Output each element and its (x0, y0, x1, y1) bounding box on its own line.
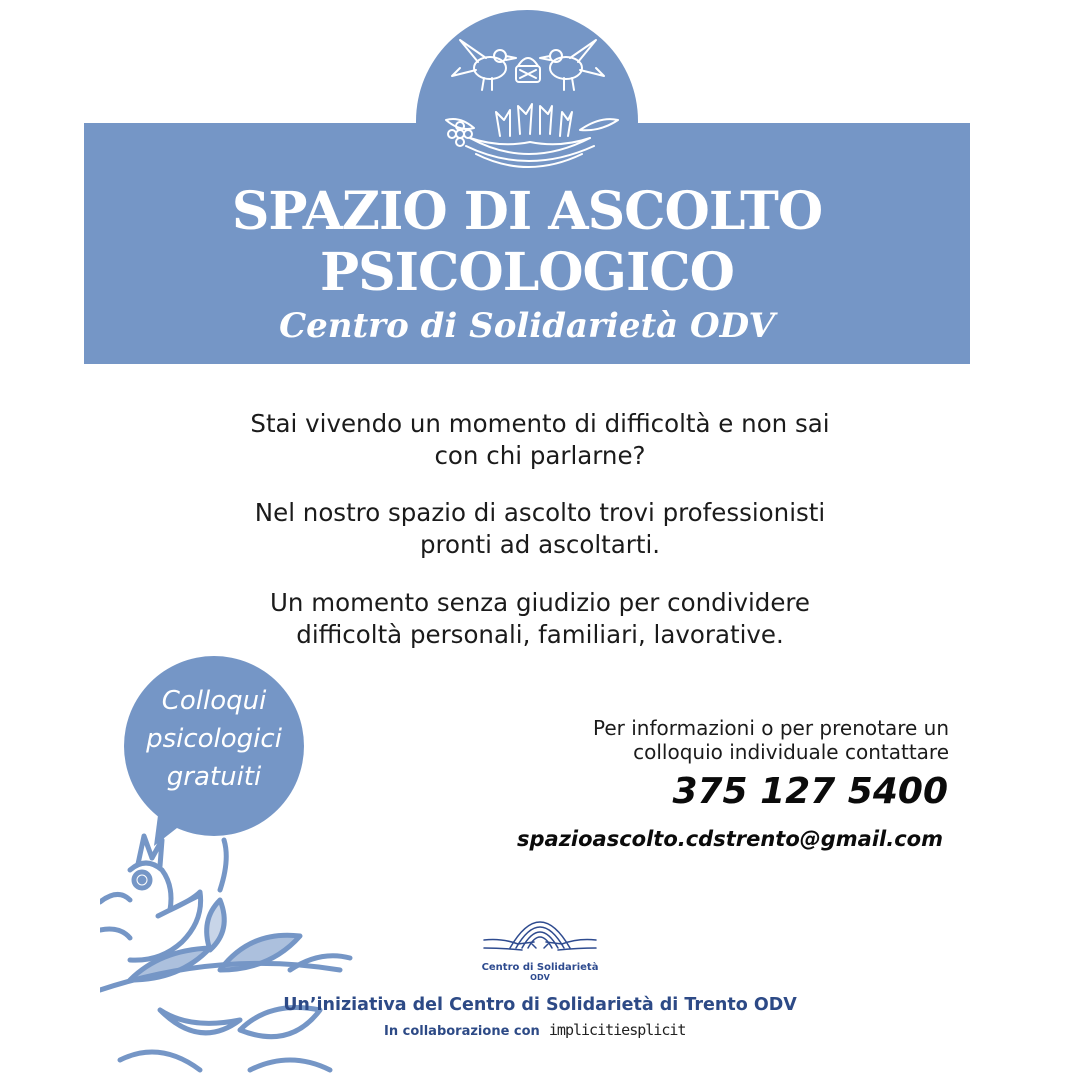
page-title-line1: SPAZIO DI ASCOLTO (231, 181, 823, 242)
page-title-line2: PSICOLOGICO (320, 242, 734, 303)
birds-nest-icon (430, 20, 626, 180)
bubble-line-3: gratuiti (166, 762, 262, 792)
intro-paragraph-1: Stai vivendo un momento di difficoltà e non sai con chi parlarne? (250, 409, 830, 470)
contact-line-1: Per informazioni o per prenotare un (593, 716, 949, 740)
bubble-line-2: psicologici (146, 724, 282, 754)
hands-rainbow-logo-icon (482, 898, 598, 964)
bubble-line-1: Colloqui (161, 686, 267, 716)
contact-line-2: colloquio individuale contattare (633, 740, 949, 764)
bird-branch-icon (100, 830, 430, 1080)
collaboration-row (384, 1020, 685, 1044)
bubble-text (124, 682, 304, 796)
initiative-text: Un’iniziativa del Centro di Solidarietà di Trento ODV (283, 995, 797, 1015)
contact-info (500, 716, 949, 764)
intro-paragraph-3: Un momento senza giudizio per condividere difficoltà personali, familiari, lavorative. (269, 588, 811, 649)
logo-odv: ODV (530, 973, 550, 982)
partner-logo: implicitiesplicit (548, 1021, 686, 1039)
logo-name: Centro di Solidarietà (481, 962, 599, 973)
collab-label: In collaborazione con (384, 1024, 540, 1039)
page-subtitle: Centro di Solidarietà ODV (279, 306, 775, 346)
phone-number[interactable]: 375 127 5400 (672, 771, 948, 812)
intro-paragraph-2: Nel nostro spazio di ascolto trovi professionisti pronti ad ascoltarti. (254, 498, 826, 559)
email-address[interactable]: spazioascolto.cdstrento@gmail.com (517, 827, 943, 851)
